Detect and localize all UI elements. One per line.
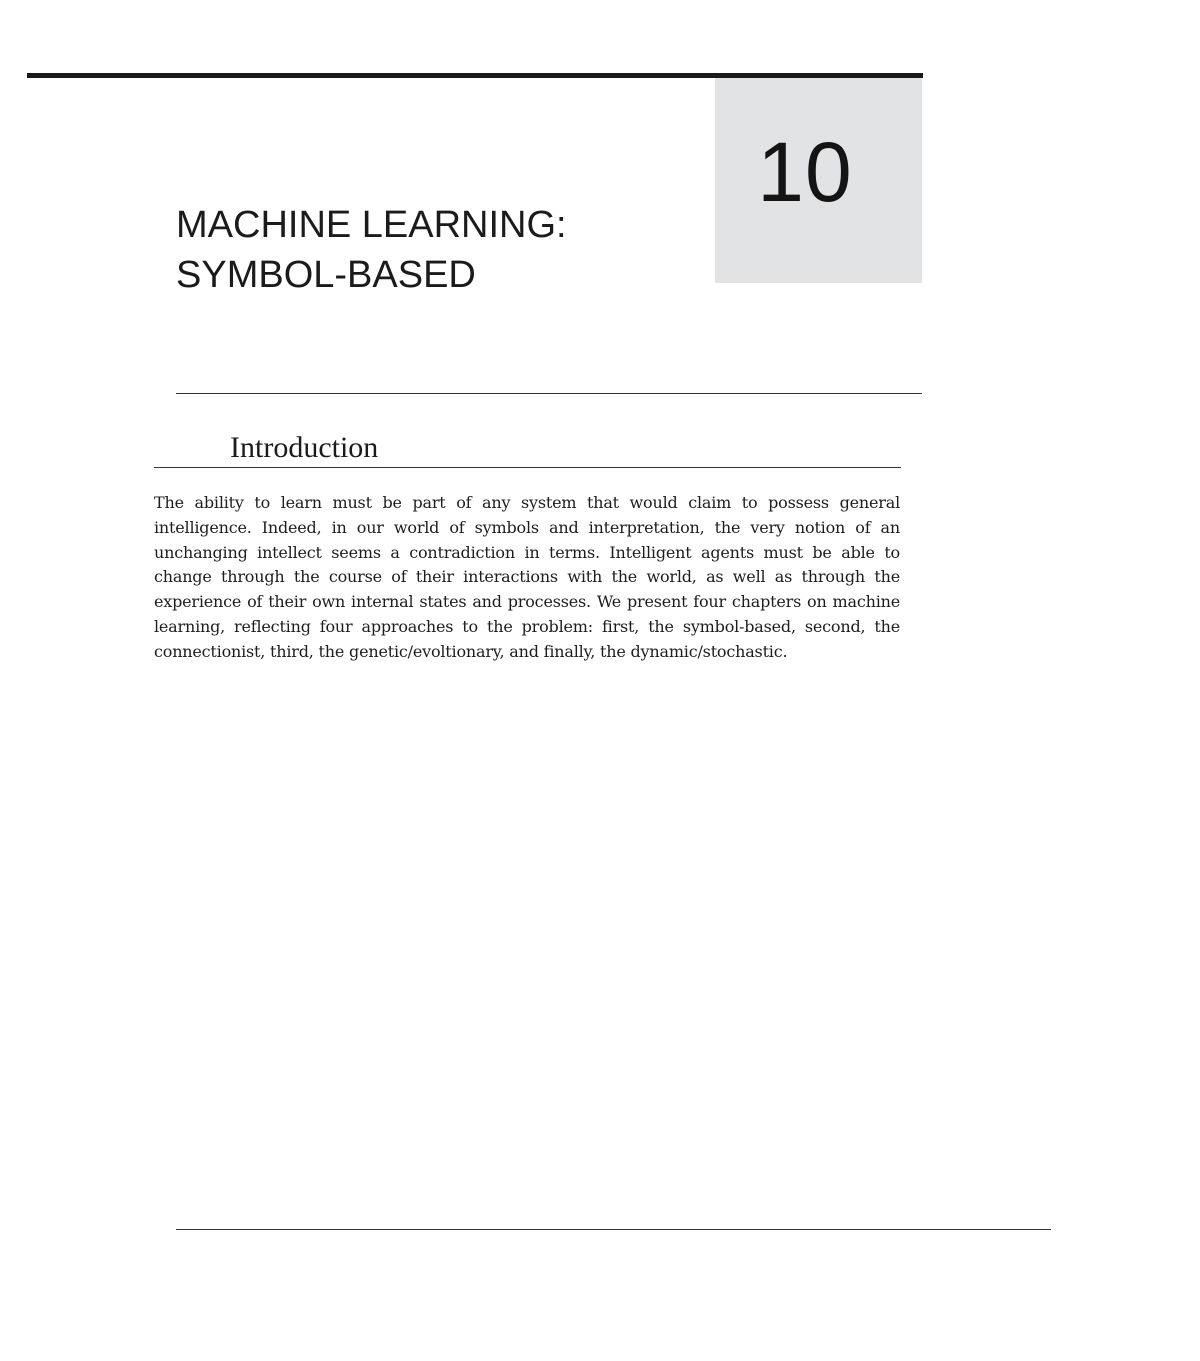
chapter-number-box — [715, 78, 922, 283]
chapter-title — [176, 200, 696, 300]
chapter-title-line-1: MACHINE LEARNING: — [176, 204, 567, 246]
section-heading: Introduction — [230, 431, 379, 464]
section-heading-rule — [154, 467, 901, 468]
title-divider — [176, 393, 922, 394]
footer-rule — [176, 1229, 1051, 1230]
chapter-number: 10 — [757, 125, 853, 219]
chapter-title-line-2: SYMBOL-BASED — [176, 254, 476, 296]
intro-paragraph: The ability to learn must be part of any system that would claim to possess general intelligence. Indeed, in our world of symbols and interpretation, the very notion of an unchanging intellect seems a contradiction in terms. Intelligent agents must be able to change through the course of their interactions with the world, as well as through the experience of their own internal states and processes. We present four chapters on machine learning, reflecting four approaches to the problem: first, the symbol-based, second, the connectionist, third, the genetic/evoltionary, and finally, the dynamic/stochastic. — [154, 493, 900, 661]
